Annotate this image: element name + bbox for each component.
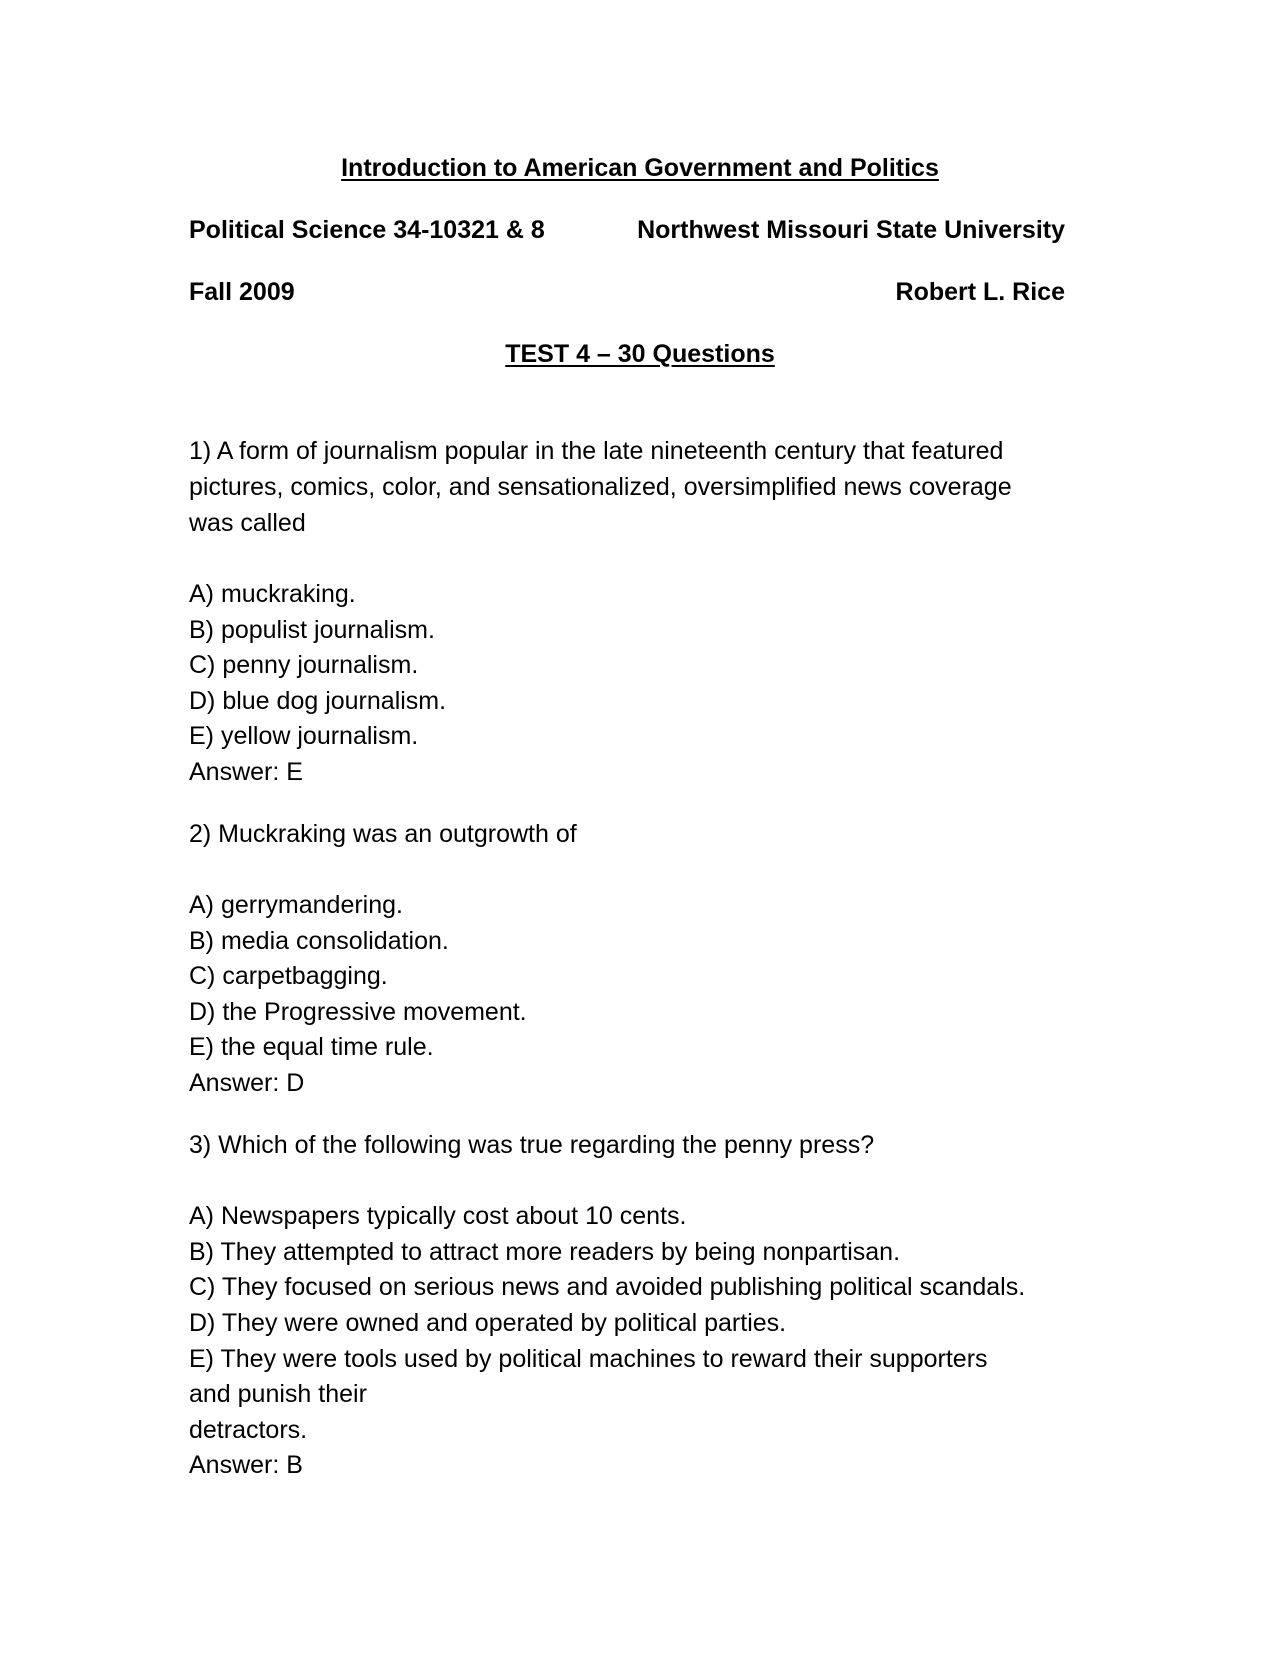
answer-option: A) gerrymandering. [189, 891, 403, 919]
university-name: Northwest Missouri State University [637, 216, 1065, 244]
answer-option: D) blue dog journalism. [189, 687, 447, 715]
answer-option: E) the equal time rule. [189, 1033, 434, 1061]
answer-option: A) Newspapers typically cost about 10 cents. [189, 1202, 687, 1230]
answer-key: Answer: D [189, 1069, 305, 1097]
question-stem-line: pictures, comics, color, and sensationalized, oversimplified news coverage [189, 473, 1012, 501]
answer-option: C) carpetbagging. [189, 962, 388, 990]
answer-option: B) They attempted to attract more readers by being nonpartisan. [189, 1238, 901, 1266]
answer-option: E) They were tools used by political machines to reward their supporters [189, 1345, 988, 1373]
question-stem-line: 1) A form of journalism popular in the late nineteenth century that featured [189, 437, 1004, 465]
course-title: Introduction to American Government and Politics [341, 154, 939, 182]
test-title: TEST 4 – 30 Questions [505, 340, 775, 368]
answer-option-continued: and punish their [189, 1380, 367, 1408]
answer-option: B) populist journalism. [189, 616, 435, 644]
answer-option: E) yellow journalism. [189, 722, 419, 750]
answer-key: Answer: B [189, 1451, 303, 1479]
answer-option: B) media consolidation. [189, 927, 449, 955]
term: Fall 2009 [189, 278, 295, 306]
answer-option: C) penny journalism. [189, 651, 419, 679]
answer-option: D) the Progressive movement. [189, 998, 527, 1026]
course-code: Political Science 34-10321 & 8 [189, 216, 545, 244]
answer-option: D) They were owned and operated by political parties. [189, 1309, 787, 1337]
answer-key: Answer: E [189, 758, 303, 786]
question-stem-line: was called [189, 509, 306, 537]
question-stem-line: 2) Muckraking was an outgrowth of [189, 820, 577, 848]
question-stem-line: 3) Which of the following was true regarding the penny press? [189, 1131, 875, 1159]
instructor-name: Robert L. Rice [895, 278, 1065, 306]
answer-option-continued: detractors. [189, 1416, 308, 1444]
answer-option: C) They focused on serious news and avoided publishing political scandals. [189, 1273, 1026, 1301]
answer-option: A) muckraking. [189, 580, 356, 608]
